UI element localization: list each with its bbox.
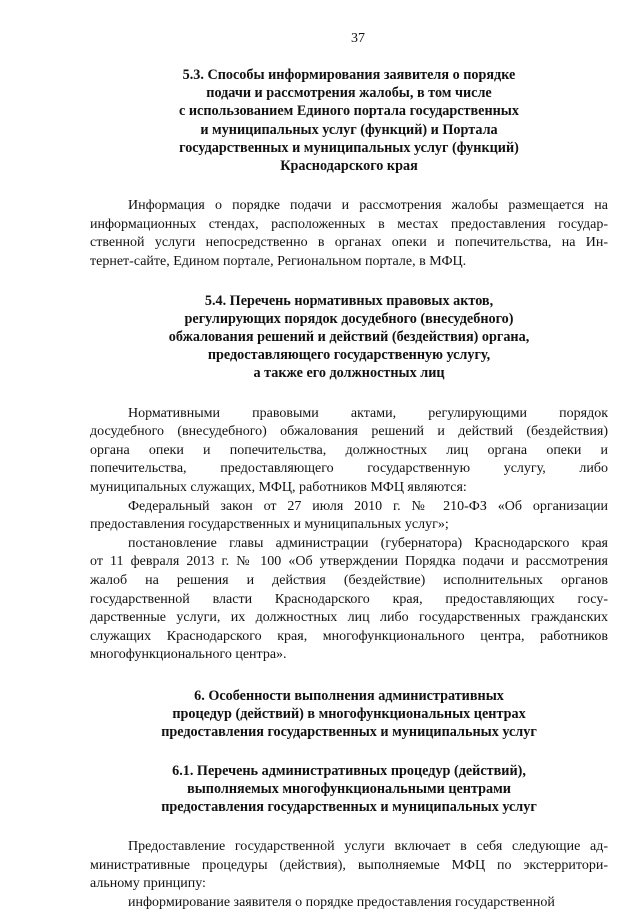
paragraph-line: министративные процедуры (действия), выполняемые МФЦ по экстерритори- [90, 857, 608, 873]
heading-line: 5.3. Способы информирования заявителя о порядке [182, 67, 516, 83]
paragraph-line: досудебного (внесудебного) обжалования решений и действий (бездействия) [90, 424, 608, 440]
paragraph-line: многофункционального центра». [90, 647, 287, 663]
heading-line: подачи и рассмотрения жалобы, в том числе [206, 85, 492, 102]
section-heading-5-3 [90, 66, 608, 175]
heading-line: Краснодарского края [280, 158, 418, 175]
paragraph-line: ственной услуги непосредственно в органах опеки и попечительства, на Ин- [90, 235, 608, 251]
paragraph-line: попечительства, предоставляющего государственную услугу, либо [90, 461, 608, 477]
paragraph-line: служащих Краснодарского края, многофункционального центра, работников [90, 628, 608, 644]
section-heading-6 [90, 687, 608, 742]
heading-line: выполняемых многофункциональными центрами [187, 780, 511, 797]
paragraph-line: Нормативными правовыми актами, регулирующими порядок [128, 405, 608, 421]
paragraph-informing [90, 894, 608, 913]
section-heading-5-4 [90, 292, 608, 383]
paragraph-line: предоставления государственных и муниципальных услуг»; [90, 517, 449, 533]
heading-line: 5.4. Перечень нормативных правовых актов, [204, 292, 494, 309]
heading-line: и муниципальных услуг (функций) и Портала [200, 121, 498, 138]
heading-line: процедур (действий) в многофункциональных центрах [172, 706, 526, 723]
heading-line: обжалования решений и действий (бездействия) органа, [168, 329, 530, 345]
heading-line: предоставляющего государственную услугу, [207, 347, 491, 364]
heading-line: предоставления государственных и муниципальных услуг [161, 798, 537, 815]
page-number: 37 [351, 31, 365, 46]
paragraph-line: муниципальных служащих, МФЦ, работников МФЦ являются: [90, 479, 467, 495]
paragraph-normative-acts [90, 405, 608, 498]
heading-line: а также его должностных лиц [253, 365, 445, 382]
paragraph-line: органа опеки и попечительства, должностных лиц органа опеки и [90, 442, 608, 458]
heading-line: с использованием Единого портала государственных [179, 103, 519, 120]
paragraph-line: Федеральный закон от 27 июля 2010 г. № 210-ФЗ «Об организации [128, 498, 608, 514]
paragraph-governor-resolution [90, 535, 608, 665]
paragraph-line: альному принципу: [90, 876, 206, 892]
paragraph-line: информирование заявителя о порядке предоставления государственной [128, 894, 555, 910]
heading-line: государственных и муниципальных услуг (функций) [179, 139, 519, 156]
paragraph-line: информационных стендах, расположенных в местах предоставления государ- [90, 216, 608, 232]
page-content [90, 30, 608, 913]
paragraph-line: постановление главы администрации (губернатора) Краснодарского края [128, 535, 608, 551]
heading-line: предоставления государственных и муниципальных услуг [161, 724, 537, 741]
paragraph-line: жалоб на решения и действия (бездействие) исполнительных органов [90, 572, 608, 588]
paragraph-line: Информация о порядке подачи и рассмотрения жалобы размещается на [128, 198, 608, 214]
heading-line: 6. Особенности выполнения административных [194, 687, 504, 704]
paragraph-line: от 11 февраля 2013 г. № 100 «Об утверждении Порядка подачи и рассмотрения [90, 554, 608, 570]
paragraph-line: тернет-сайте, Едином портале, Региональном портале, в МФЦ. [90, 254, 467, 269]
paragraph-info-placement [90, 197, 608, 271]
section-heading-6-1 [90, 762, 608, 817]
paragraph-federal-law [90, 498, 608, 535]
paragraph-line: государственной власти Краснодарского края, предоставляющих госу- [90, 591, 608, 607]
heading-line: 6.1. Перечень административных процедур (действий), [172, 762, 526, 779]
heading-line: регулирующих порядок досудебного (внесудебного) [184, 310, 514, 327]
paragraph-line: дарственные услуги, их должностных лиц либо государственных гражданских [90, 610, 608, 626]
paragraph-line: Предоставление государственной услуги включает в себя следующие ад- [128, 839, 608, 855]
paragraph-procedures [90, 838, 608, 894]
